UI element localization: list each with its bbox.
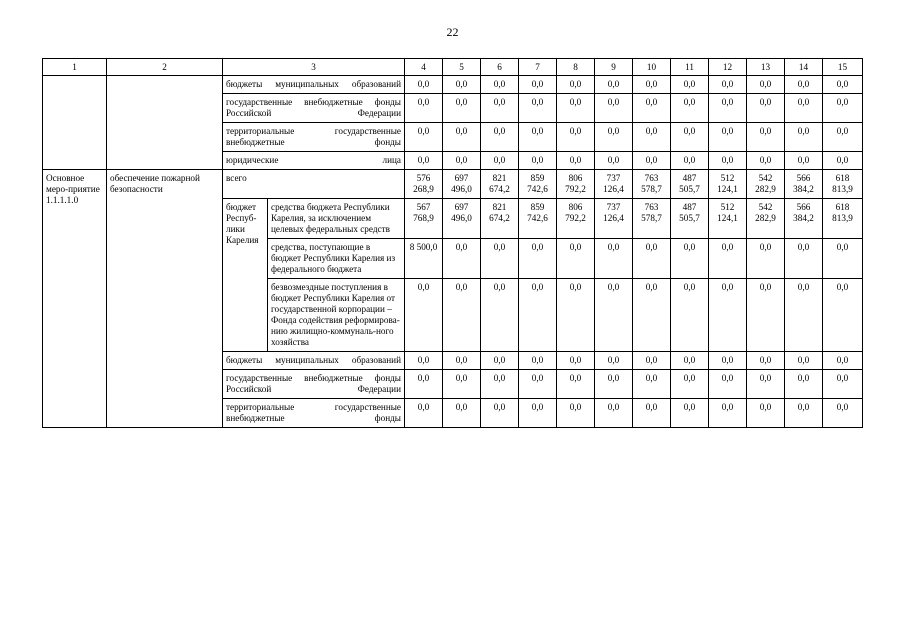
column-header: 10 — [633, 59, 671, 76]
column-header: 13 — [747, 59, 785, 76]
value-cell: 0,0 — [481, 239, 519, 279]
value-cell: 0,0 — [823, 370, 863, 399]
value-cell: 0,0 — [785, 123, 823, 152]
table-row — [43, 76, 863, 94]
value-cell: 0,0 — [671, 76, 709, 94]
value-cell: 0,0 — [823, 76, 863, 94]
value-cell: 0,0 — [481, 352, 519, 370]
value-cell: 0,0 — [443, 279, 481, 352]
value-cell: 0,0 — [671, 239, 709, 279]
value-cell: 0,0 — [519, 399, 557, 428]
value-cell: 0,0 — [443, 370, 481, 399]
value-cell: 0,0 — [709, 152, 747, 170]
value-cell: 0,0 — [443, 239, 481, 279]
financing-table — [42, 58, 863, 428]
value-cell: 0,0 — [405, 123, 443, 152]
value-cell: 0,0 — [405, 76, 443, 94]
value-cell: 0,0 — [747, 279, 785, 352]
value-cell: 0,0 — [405, 94, 443, 123]
value-cell: 0,0 — [443, 399, 481, 428]
value-cell: 0,0 — [671, 352, 709, 370]
value-cell: 0,0 — [519, 123, 557, 152]
value-cell: 576 268,9 — [405, 170, 443, 199]
value-cell: 567 768,9 — [405, 199, 443, 239]
value-cell: 0,0 — [709, 239, 747, 279]
column-header: 4 — [405, 59, 443, 76]
value-cell: 0,0 — [633, 399, 671, 428]
value-cell: 0,0 — [633, 239, 671, 279]
event-code: Основное меро-приятие 1.1.1.1.0 — [43, 170, 107, 428]
value-cell: 0,0 — [785, 76, 823, 94]
value-cell: 0,0 — [823, 152, 863, 170]
value-cell: 0,0 — [557, 76, 595, 94]
value-cell: 0,0 — [443, 152, 481, 170]
value-cell: 0,0 — [747, 239, 785, 279]
value-cell: 697 496,0 — [443, 199, 481, 239]
value-cell: 618 813,9 — [823, 199, 863, 239]
column-header: 3 — [223, 59, 405, 76]
column-header: 2 — [107, 59, 223, 76]
value-cell: 0,0 — [785, 399, 823, 428]
column-header: 1 — [43, 59, 107, 76]
value-cell: 0,0 — [709, 76, 747, 94]
value-cell: 0,0 — [709, 94, 747, 123]
value-cell: 763 578,7 — [633, 199, 671, 239]
value-cell: 487 505,7 — [671, 199, 709, 239]
column-header: 6 — [481, 59, 519, 76]
value-cell: 0,0 — [823, 399, 863, 428]
empty-cell — [43, 94, 107, 123]
value-cell: 0,0 — [595, 94, 633, 123]
value-cell: 0,0 — [823, 279, 863, 352]
value-cell: 0,0 — [785, 352, 823, 370]
value-cell: 0,0 — [481, 123, 519, 152]
value-cell: 806 792,2 — [557, 199, 595, 239]
value-cell: 0,0 — [557, 399, 595, 428]
value-cell: 0,0 — [481, 279, 519, 352]
empty-cell — [107, 123, 223, 152]
source-label: бюджеты муниципальных образований — [223, 76, 405, 94]
value-cell: 0,0 — [709, 370, 747, 399]
value-cell: 0,0 — [519, 152, 557, 170]
value-cell: 512 124,1 — [709, 170, 747, 199]
value-cell: 0,0 — [633, 370, 671, 399]
budget-label: бюджет Респуб-лики Карелия — [223, 199, 268, 352]
value-cell: 0,0 — [595, 123, 633, 152]
value-cell: 0,0 — [823, 123, 863, 152]
value-cell: 0,0 — [595, 399, 633, 428]
value-cell: 0,0 — [557, 279, 595, 352]
value-cell: 0,0 — [595, 239, 633, 279]
empty-cell — [43, 123, 107, 152]
value-cell: 0,0 — [443, 76, 481, 94]
column-header: 5 — [443, 59, 481, 76]
value-cell: 0,0 — [519, 239, 557, 279]
value-cell: 821 674,2 — [481, 199, 519, 239]
value-cell: 763 578,7 — [633, 170, 671, 199]
value-cell: 737 126,4 — [595, 170, 633, 199]
source-label: государственные внебюджетные фонды Российской Федерации — [223, 370, 405, 399]
value-cell: 0,0 — [481, 152, 519, 170]
value-cell: 0,0 — [443, 123, 481, 152]
value-cell: 0,0 — [595, 279, 633, 352]
value-cell: 0,0 — [633, 76, 671, 94]
source-label: безвозмездные поступления в бюджет Республики Карелия от государственной корпорации – Фонда содействия реформирова-нию жилищно-коммуналь-ного хозяйства — [268, 279, 405, 352]
value-cell: 0,0 — [633, 94, 671, 123]
value-cell: 0,0 — [481, 399, 519, 428]
value-cell: 821 674,2 — [481, 170, 519, 199]
value-cell: 0,0 — [823, 239, 863, 279]
value-cell: 487 505,7 — [671, 170, 709, 199]
value-cell: 0,0 — [557, 123, 595, 152]
value-cell: 0,0 — [823, 94, 863, 123]
value-cell: 0,0 — [747, 123, 785, 152]
column-header: 8 — [557, 59, 595, 76]
value-cell: 0,0 — [709, 352, 747, 370]
value-cell: 0,0 — [671, 94, 709, 123]
value-cell: 0,0 — [443, 94, 481, 123]
value-cell: 0,0 — [519, 76, 557, 94]
value-cell: 0,0 — [595, 370, 633, 399]
value-cell: 0,0 — [633, 152, 671, 170]
column-header: 11 — [671, 59, 709, 76]
value-cell: 0,0 — [823, 352, 863, 370]
value-cell: 0,0 — [481, 94, 519, 123]
value-cell: 0,0 — [481, 76, 519, 94]
value-cell: 0,0 — [595, 152, 633, 170]
value-cell: 0,0 — [671, 370, 709, 399]
value-cell: 0,0 — [747, 370, 785, 399]
value-cell: 0,0 — [671, 152, 709, 170]
value-cell: 0,0 — [557, 352, 595, 370]
source-label: территориальные государственные внебюджетные фонды — [223, 399, 405, 428]
source-label: государственные внебюджетные фонды Российской Федерации — [223, 94, 405, 123]
total-label: всего — [223, 170, 405, 199]
value-cell: 0,0 — [595, 76, 633, 94]
value-cell: 0,0 — [785, 239, 823, 279]
empty-cell — [107, 76, 223, 94]
value-cell: 0,0 — [519, 279, 557, 352]
column-header: 9 — [595, 59, 633, 76]
empty-cell — [43, 76, 107, 94]
table-row — [43, 123, 863, 152]
table-row — [43, 94, 863, 123]
value-cell: 566 384,2 — [785, 170, 823, 199]
table-row — [43, 152, 863, 170]
value-cell: 618 813,9 — [823, 170, 863, 199]
value-cell: 0,0 — [405, 399, 443, 428]
value-cell: 0,0 — [785, 370, 823, 399]
value-cell: 0,0 — [633, 352, 671, 370]
value-cell: 0,0 — [519, 370, 557, 399]
table-row — [43, 170, 863, 199]
empty-cell — [107, 94, 223, 123]
value-cell: 0,0 — [671, 279, 709, 352]
value-cell: 0,0 — [671, 123, 709, 152]
value-cell: 0,0 — [785, 152, 823, 170]
value-cell: 0,0 — [405, 352, 443, 370]
source-label: территориальные государственные внебюджетные фонды — [223, 123, 405, 152]
column-header: 15 — [823, 59, 863, 76]
value-cell: 0,0 — [747, 152, 785, 170]
source-label: средства бюджета Республики Карелия, за исключением целевых федеральных средств — [268, 199, 405, 239]
value-cell: 512 124,1 — [709, 199, 747, 239]
value-cell: 0,0 — [747, 352, 785, 370]
value-cell: 737 126,4 — [595, 199, 633, 239]
value-cell: 0,0 — [747, 94, 785, 123]
value-cell: 0,0 — [557, 370, 595, 399]
value-cell: 806 792,2 — [557, 170, 595, 199]
value-cell: 0,0 — [709, 123, 747, 152]
source-label: бюджеты муниципальных образований — [223, 352, 405, 370]
value-cell: 697 496,0 — [443, 170, 481, 199]
value-cell: 0,0 — [633, 123, 671, 152]
event-name: обеспечение пожарной безопасности — [107, 170, 223, 428]
source-label: юридические лица — [223, 152, 405, 170]
value-cell: 859 742,6 — [519, 199, 557, 239]
value-cell: 0,0 — [519, 352, 557, 370]
value-cell: 566 384,2 — [785, 199, 823, 239]
value-cell: 859 742,6 — [519, 170, 557, 199]
value-cell: 0,0 — [557, 94, 595, 123]
value-cell: 0,0 — [405, 152, 443, 170]
column-header: 7 — [519, 59, 557, 76]
value-cell: 0,0 — [747, 399, 785, 428]
value-cell: 0,0 — [557, 239, 595, 279]
value-cell: 8 500,0 — [405, 239, 443, 279]
value-cell: 0,0 — [405, 279, 443, 352]
value-cell: 542 282,9 — [747, 170, 785, 199]
value-cell: 0,0 — [785, 279, 823, 352]
column-header: 14 — [785, 59, 823, 76]
value-cell: 0,0 — [785, 94, 823, 123]
value-cell: 0,0 — [709, 399, 747, 428]
value-cell: 542 282,9 — [747, 199, 785, 239]
value-cell: 0,0 — [671, 399, 709, 428]
value-cell: 0,0 — [481, 370, 519, 399]
value-cell: 0,0 — [709, 279, 747, 352]
value-cell: 0,0 — [405, 370, 443, 399]
empty-cell — [43, 152, 107, 170]
value-cell: 0,0 — [747, 76, 785, 94]
column-header: 12 — [709, 59, 747, 76]
page-number: 22 — [446, 25, 459, 39]
value-cell: 0,0 — [443, 352, 481, 370]
value-cell: 0,0 — [557, 152, 595, 170]
value-cell: 0,0 — [595, 352, 633, 370]
source-label: средства, поступающие в бюджет Республики Карелия из федерального бюджета — [268, 239, 405, 279]
empty-cell — [107, 152, 223, 170]
header-row — [43, 59, 863, 76]
value-cell: 0,0 — [519, 94, 557, 123]
value-cell: 0,0 — [633, 279, 671, 352]
